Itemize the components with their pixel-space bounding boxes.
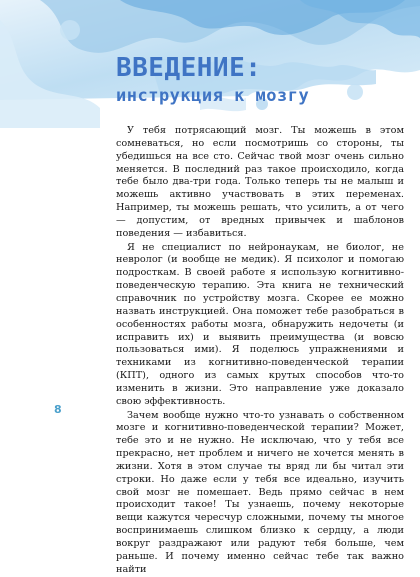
page-number: 8 bbox=[54, 403, 62, 416]
chapter-title-line2: инструкция к мозгу bbox=[116, 86, 310, 106]
paragraph: Я не специалист по нейронаукам, не биолог, не невролог (и вообще не медик). Я психолог и помогаю подросткам. В своей работе я использую когнитивно-поведенческую терапию. Эта книга не технический справочник по устройству мозга. Скорее ее можно назвать инструкцией. Она поможет тебе разобраться в особенностях работы мозга, обнаружить недочеты (и исправить их) и выявить преимущества (и вовсю пользоваться ими). Я поделюсь упражнениями и техниками из когнитивно-поведенческой терапии (КПТ), одного из самых крутых способов что-то изменить в жизни. Это направление уже доказало свою эффективность. bbox=[116, 241, 404, 407]
paragraph: У тебя потрясающий мозг. Ты можешь в этом сомневаться, но если посмотришь со стороны, ты убедишься на все сто. Сейчас твой мозг очень сильно меняется. В последний раз такое происходило, когда тебе было два-три года. Только теперь ты не малыш и можешь активно участвовать в этих переменах. Например, ты можешь решать, что усилить, а от чего — допустим, от вредных привычек и шаблонов поведения — избавиться. bbox=[116, 125, 404, 239]
chapter-title bbox=[116, 54, 309, 108]
chapter-title-line1: ВВЕДЕНИЕ: bbox=[116, 53, 262, 83]
paragraph: Зачем вообще нужно что-то узнавать о собственном мозге и когнитивно-поведенческой терапии? Может, тебе это и не нужно. Не исключаю, что у тебя все прекрасно, нет проблем и ничего не хочется менять в жизни. Хотя в этом случае ты вряд ли бы читал эти строки. Но даже если у тебя все идеально, изучить свой мозг не помешает. Ведь прямо сейчас в нем происходит такое! Ты узнаешь, почему некоторые вещи кажутся чересчур сложными, почему ты многое воспринимаешь слишком близко к сердцу, а люди вокруг раздражают или радуют тебя больше, чем раньше. И почему именно сейчас тебе так важно найти bbox=[116, 409, 404, 575]
body-text bbox=[116, 125, 404, 577]
